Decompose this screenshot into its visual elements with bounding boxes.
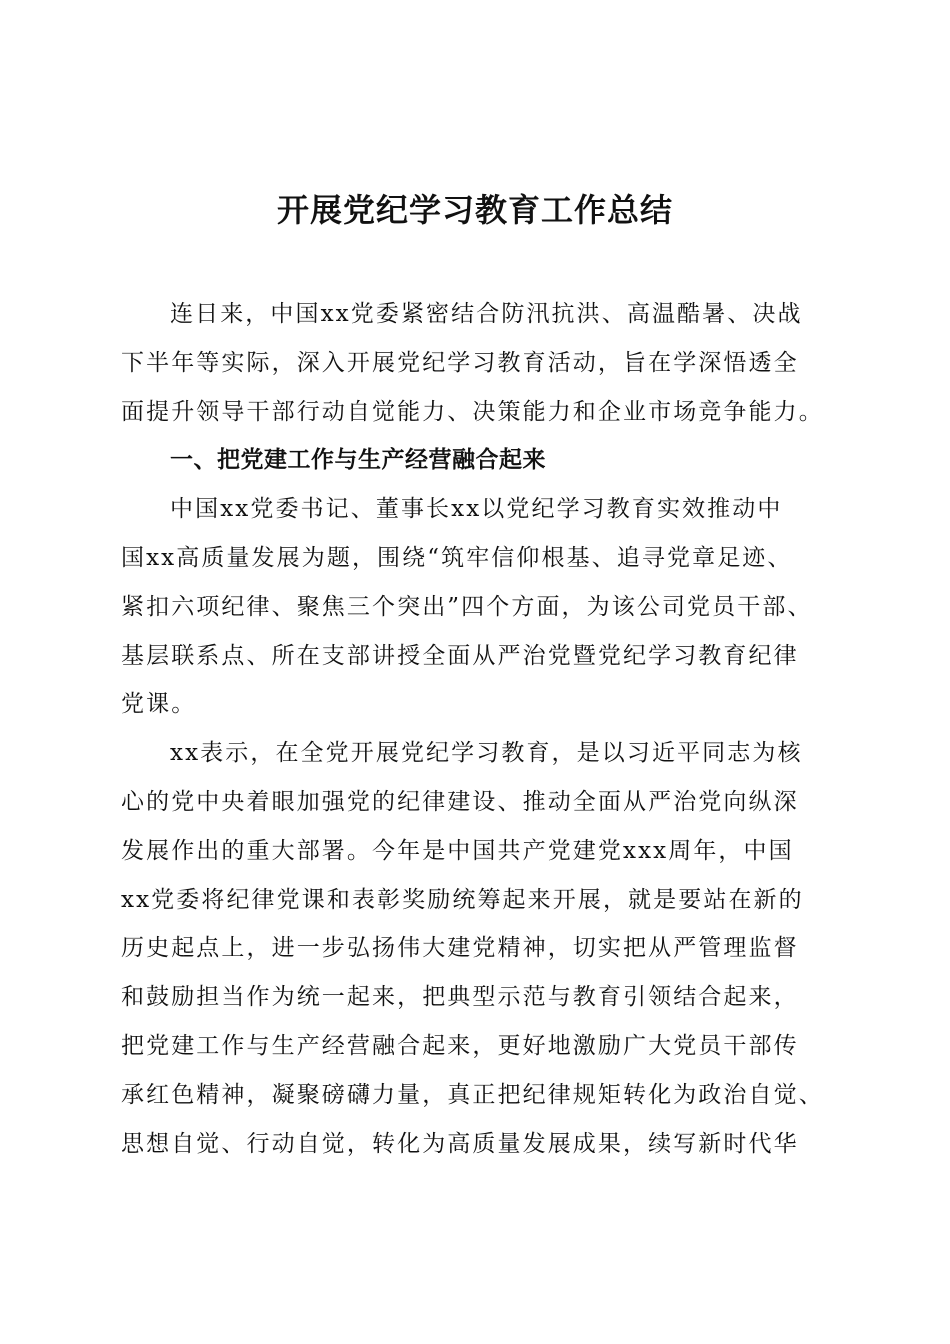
paragraph-2-line-3: 紧扣六项纪律、聚焦三个突出”四个方面，为该公司党员干部、 [121,593,813,620]
paragraph-intro-line-2: 下半年等实际，深入开展党纪学习教育活动，旨在学深悟透全 [121,349,799,376]
paragraph-3-line-2: 心的党中央着眼加强党的纪律建设、推动全面从严治党向纵深 [121,788,799,815]
paragraph-3-line-8: 承红色精神，凝聚磅礴力量，真正把纪律规矩转化为政治自觉、 [121,1081,824,1108]
paragraph-3-line-7: 把党建工作与生产经营融合起来，更好地激励广大党员干部传 [121,1032,799,1059]
paragraph-2-line-1: 中国xx党委书记、董事长xx以党纪学习教育实效推动中 [170,496,783,523]
paragraph-2-line-4: 基层联系点、所在支部讲授全面从严治党暨党纪学习教育纪律 [121,642,799,669]
paragraph-2-line-2: 国xx高质量发展为题，围绕“筑牢信仰根基、追寻党章足迹、 [121,544,793,571]
paragraph-intro-line-3: 面提升领导干部行动自觉能力、决策能力和企业市场竞争能力。 [121,398,824,425]
section-heading-1: 一、把党建工作与生产经营融合起来 [170,447,546,474]
paragraph-3-line-9: 思想自觉、行动自觉，转化为高质量发展成果，续写新时代华 [121,1130,799,1157]
paragraph-3-line-4: xx党委将纪律党课和表彰奖励统筹起来开展，就是要站在新的 [121,886,804,913]
paragraph-3-line-1: xx表示，在全党开展党纪学习教育，是以习近平同志为核 [170,740,803,767]
document-body [121,290,841,1168]
document-title: 开展党纪学习教育工作总结 [276,191,673,229]
paragraph-2-line-5: 党课。 [121,691,197,718]
paragraph-3-line-6: 和鼓励担当作为统一起来，把典型示范与教育引领结合起来， [121,984,799,1011]
paragraph-intro-line-1: 连日来，中国xx党委紧密结合防汛抗洪、高温酷暑、决战 [170,301,803,327]
paragraph-3-line-5: 历史起点上，进一步弘扬伟大建党精神，切实把从严管理监督 [121,935,799,962]
paragraph-3-line-3: 发展作出的重大部署。今年是中国共产党建党xxx周年，中国 [121,837,794,864]
